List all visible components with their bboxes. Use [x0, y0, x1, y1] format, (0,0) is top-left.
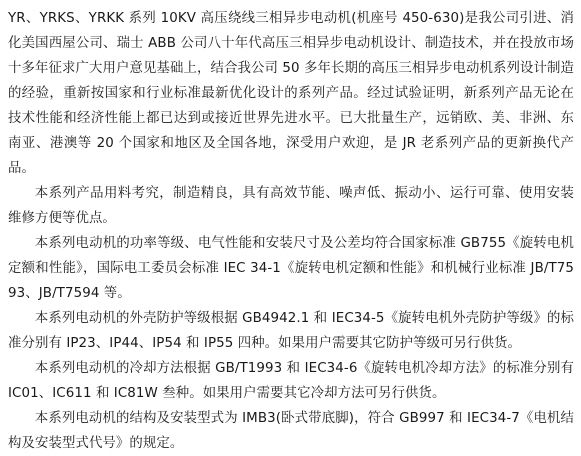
paragraph-mounting: 本系列电动机的结构及安装型式为 IMB3(卧式带底脚)，符合 GB997 和 IEC34-7《电机结构及安装型式代号》的规定。 [8, 411, 574, 451]
paragraph-advantages: 本系列产品用料考究，制造精良，具有高效节能、噪声低、振动小、运行可靠、使用安装维修方便等优点。 [8, 186, 574, 226]
paragraph-standards: 本系列电动机的功率等级、电气性能和安装尺寸及公差均符合国家标准 GB755《旋转电机定额和性能》，国际电工委员会标准 IEC 34-1《旋转电机定额和性能》和机械行业标准 JB/T7593、JB/T7594 等。 [8, 236, 574, 301]
paragraph-cooling: 本系列电动机的冷却方法根据 GB/T1993 和 IEC34-6《旋转电机冷却方法》的标准分别有 IC01、IC611 和 IC81W 叁种。如果用户需要其它冷却方法可另行供货。 [8, 361, 574, 401]
paragraph-protection: 本系列电动机的外壳防护等级根据 GB4942.1 和 IEC34-5《旋转电机外壳防护等级》的标准分别有 IP23、IP44、IP54 和 IP55 四种。如果用户需要其它防护等级可另行供货。 [8, 311, 574, 351]
document-body [8, 6, 574, 456]
paragraph-intro: YR、YRKS、YRKK 系列 10KV 高压绕线三相异步电动机(机座号 450-630)是我公司引进、消化美国西屋公司、瑞士 ABB 公司八十年代高压三相异步电动机设计、制造技术，并在投放市场十多年征求广大用户意见基础上，结合我公司 50 多年长期的高压三相异步电动机系列设计制造的经验，重新按国家和行业标准最新优化设计的系列产品。经过试验证明，新系列产品无论在技术性能和经济性能上都已达到或接近世界先进水平。已大批量生产，远销欧、美、非洲、东南亚、港澳等 20 个国家和地区及全国各地，深受用户欢迎，是 JR 老系列产品的更新换代产品。 [8, 11, 574, 176]
